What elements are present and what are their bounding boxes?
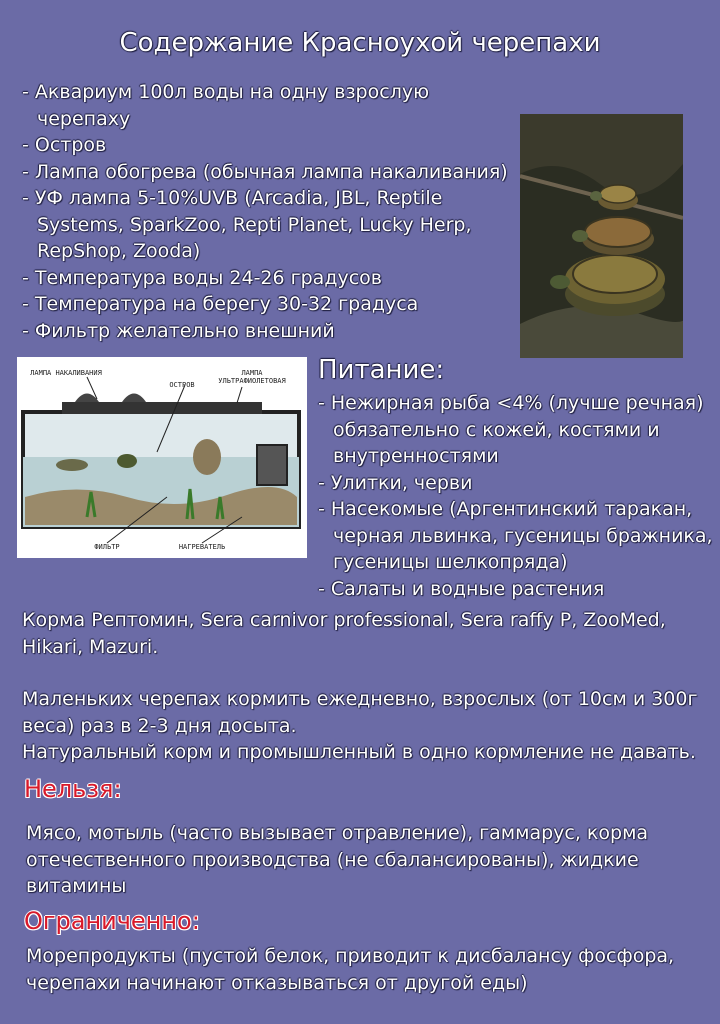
list-item: - Улитки, черви <box>318 471 473 494</box>
list-item: - УФ лампа 5-10%UVB (Arcadia, JBL, Reptile Systems, SparkZoo, Repti Planet, Lucky Herp, RepShop, Zooda) <box>22 187 472 262</box>
list-item: - Аквариум 100л воды на одну взрослую черепаху <box>22 81 430 130</box>
feed-rule-paragraph: Натуральный корм и промышленный в одно кормление не давать. <box>22 741 696 763</box>
list-item: - Насекомые (Аргентинский таракан, черная львинка, гусеницы бражника, гусеницы шелкопряда) <box>318 498 713 573</box>
list-item: - Фильтр желательно внешний <box>22 319 335 342</box>
turtle-photo <box>520 114 683 358</box>
limited-heading: Ограниченно: <box>24 907 200 935</box>
list-item: - Температура воды 24-26 градусов <box>22 266 382 289</box>
aquarium-diagram <box>17 357 307 558</box>
list-item: - Нежирная рыба <4% (лучше речная) обязательно с кожей, костями и внутренностями <box>318 392 704 467</box>
heater-label: НАГРЕВАТЕЛЬ <box>178 543 226 551</box>
feed-schedule-paragraph: Маленьких черепах кормить ежедневно, взрослых (от 10см и 300г веса) раз в 2-3 дня досыта. <box>22 688 698 737</box>
care-requirements-list <box>22 79 522 344</box>
list-item: - Лампа обогрева (обычная лампа накаливания) <box>22 160 508 183</box>
limited-paragraph: Морепродукты (пустой белок, приводит к дисбалансу фосфора, черепахи начинают отказываться от другой еды) <box>26 945 675 994</box>
page-title: Содержание Красноухой черепахи <box>119 28 601 58</box>
food-section-title: Питание: <box>318 355 445 385</box>
list-item: - Остров <box>22 134 107 156</box>
list-item: - Салаты и водные растения <box>318 577 605 600</box>
uv-lamp-label: ЛАМПА УЛЬТРАФИОЛЕТОВАЯ <box>218 369 286 385</box>
island-label: ОСТРОВ <box>169 381 195 389</box>
turtles-illustration <box>520 114 683 358</box>
food-list <box>318 390 720 602</box>
heat-lamp-label: ЛАМПА НАКАЛИВАНИЯ <box>30 369 102 377</box>
filter-label: ФИЛЬТР <box>94 543 120 551</box>
forbidden-paragraph: Мясо, мотыль (часто вызывает отравление), гаммарус, корма отечественного производства (не сбалансированы), жидкие витамины <box>26 822 649 897</box>
forbidden-heading: Нельзя: <box>24 775 122 803</box>
feed-brands-paragraph: Корма Рептомин, Sera carnivor professional, Sera raffy P, ZooMed, Hikari, Mazuri. <box>22 609 666 658</box>
list-item: - Температура на берегу 30-32 градуса <box>22 293 419 315</box>
